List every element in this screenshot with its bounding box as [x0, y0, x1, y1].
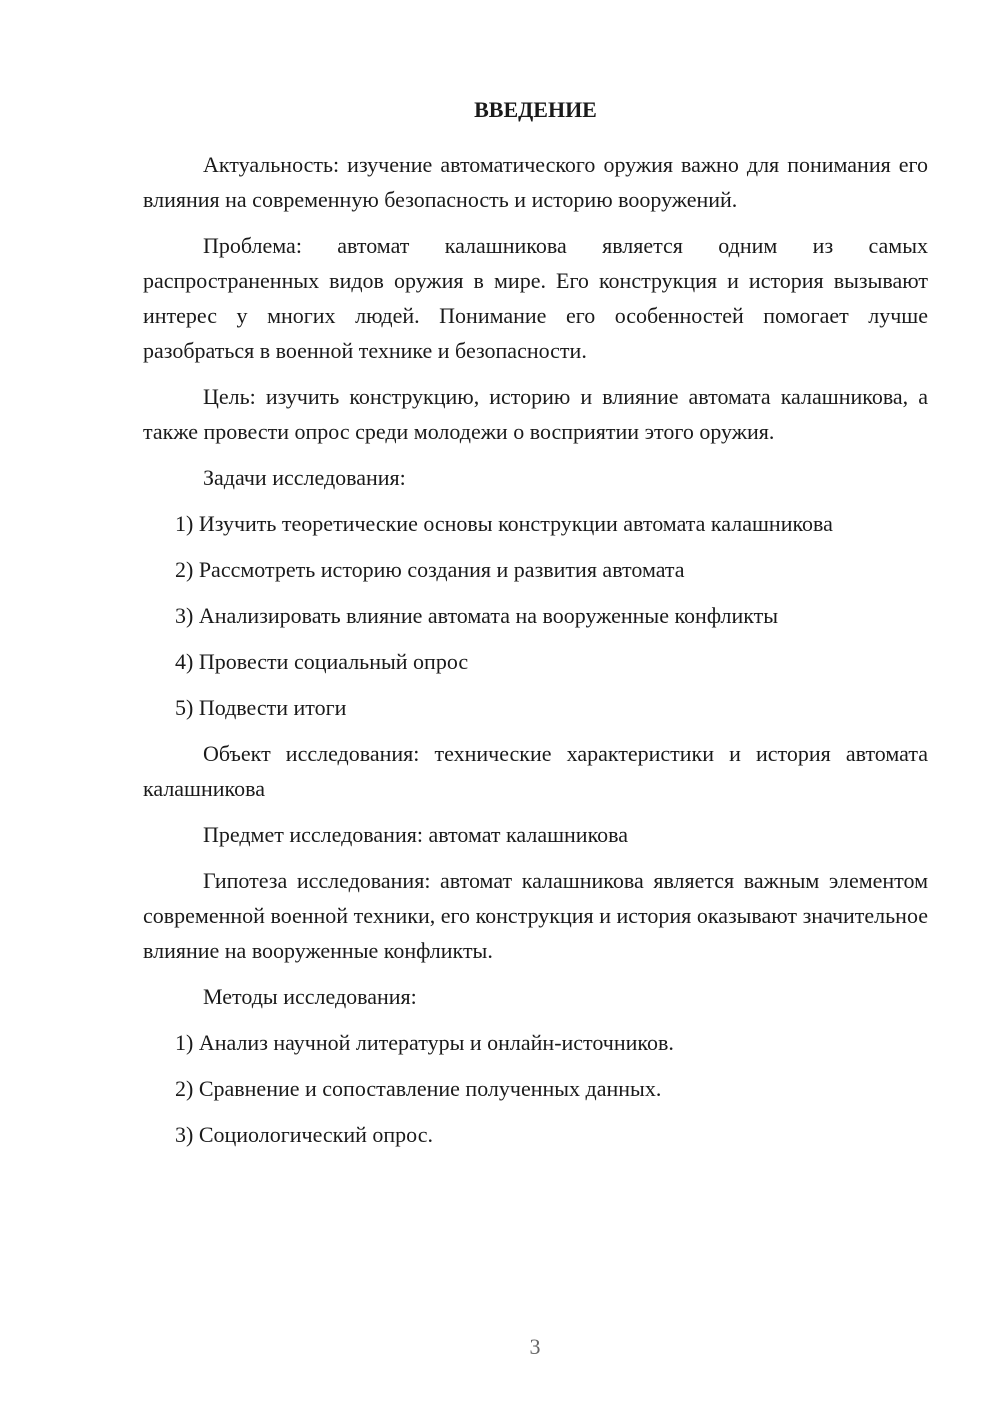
task-item: 5) Подвести итоги	[175, 695, 347, 720]
relevance-paragraph: Актуальность: изучение автоматического оружия важно для понимания его влияния на современную безопасность и историю вооружений.	[143, 152, 928, 212]
method-item: 3) Социологический опрос.	[175, 1122, 433, 1147]
task-item: 3) Анализировать влияние автомата на вооруженные конфликты	[175, 603, 779, 628]
tasks-label: Задачи исследования:	[203, 465, 406, 490]
problem-paragraph: Проблема: автомат калашникова является одним из самых распространенных видов оружия в мире. Его конструкция и история вызывают интерес у многих людей. Понимание его особенностей помогает лучше разобраться в военной технике и безопасности.	[143, 233, 928, 363]
methods-label: Методы исследования:	[203, 984, 417, 1009]
methods-list	[143, 1025, 928, 1152]
object-paragraph: Объект исследования: технические характеристики и история автомата калашникова	[143, 741, 928, 801]
subject-paragraph: Предмет исследования: автомат калашникова	[203, 822, 629, 847]
task-item: 2) Рассмотреть историю создания и развития автомата	[175, 557, 685, 582]
section-title: ВВЕДЕНИЕ	[474, 97, 597, 122]
tasks-list	[143, 506, 928, 725]
document-page	[143, 92, 928, 1163]
method-item: 1) Анализ научной литературы и онлайн-источников.	[175, 1030, 674, 1055]
goal-paragraph: Цель: изучить конструкцию, историю и влияние автомата калашникова, а также провести опрос среди молодежи о восприятии этого оружия.	[143, 384, 928, 444]
page-number: 3	[529, 1334, 541, 1359]
hypothesis-paragraph: Гипотеза исследования: автомат калашникова является важным элементом современной военной техники, его конструкция и история оказывают значительное влияние на вооруженные конфликты.	[143, 868, 928, 963]
task-item: 1) Изучить теоретические основы конструкции автомата калашникова	[175, 511, 833, 536]
method-item: 2) Сравнение и сопоставление полученных данных.	[175, 1076, 662, 1101]
task-item: 4) Провести социальный опрос	[175, 649, 469, 674]
